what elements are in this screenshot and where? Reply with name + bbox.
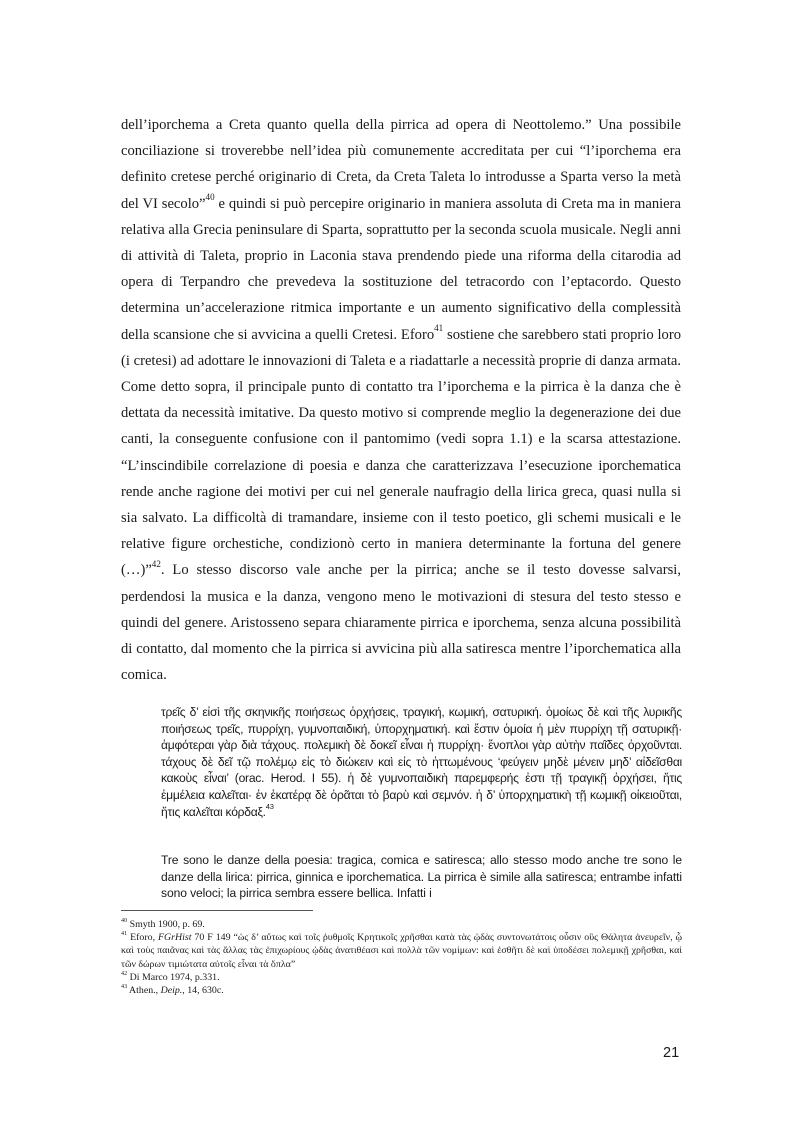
greek-block-quote — [161, 704, 682, 820]
footnote-42 — [121, 971, 682, 984]
footnotes — [121, 918, 682, 997]
footnote-text: Athen., — [127, 985, 161, 997]
footnote-text: Di Marco 1974, p.331. — [127, 971, 220, 983]
footnote-number: 42 — [121, 970, 128, 977]
body-text-2: e quindi si può percepire originario in maniera assoluta di Creta ma in maniera relativa alla Grecia peninsulare di Sparta, soprattutto per la seconda scuola musicale. Negli anni di attività di Taleta, proprio in Laconia stava prendendo piede una riforma della citarodia ad opera di Terpandro che prevedeva la sostituzione del tetracordo con l’eptacordo. Questo determina un’accelerazione ritmica importante e un aumento significativo della complessità della scansione che si avvicina a quelli Cretesi. Eforo — [121, 195, 681, 343]
footnote-ref-41[interactable]: 41 — [434, 323, 444, 334]
footnote-text: Eforo, — [127, 932, 158, 944]
footnote-ref-43[interactable]: 43 — [265, 802, 274, 812]
footnote-text: Smyth 1900, p. 69. — [127, 919, 205, 930]
footnote-40 — [121, 918, 682, 931]
body-text-4: . Lo stesso discorso vale anche per la pirrica; anche se il testo dovesse salvarsi, perdendosi la musica e la danza, vengono meno le motivazioni di stesura del testo stesso e quindi del genere. Aristosseno separa chiaramente pirrica e iporchema, senza alcuna possibilità di contatto, dal momento che la pirrica si avvicina più alla satiresca mentre l’iporchematica alla comica. — [121, 562, 681, 684]
footnote-ref-40[interactable]: 40 — [205, 192, 215, 203]
footnote-separator — [121, 910, 313, 911]
body-text-3: sostiene che sarebbero stati proprio loro (i cretesi) ad adottare le innovazioni di Taleta e a riadattarle a necessità proprie di danza armata. Come detto sopra, il principale punto di contatto tra l’iporchema e la pirrica è la danza che è dettata da necessità imitative. Da questo motivo si comprende meglio la degenerazione dei due canti, la conseguente confusione con il pantomimo (vedi sopra 1.1) e la scarsa attestazione. “L’inscindibile correlazione di poesia e danza che caratterizzava l’esecuzione iporchematica rende anche ragione dei motivi per cui nel generale naufragio della lirica greca, quasi nulla si sia salvato. La difficoltà di tramandare, insieme con il testo poetico, gli schemi musicali e le relative figure orchestiche, condizionò certo in maniera determinante la fortuna del genere (…)” — [121, 326, 681, 579]
footnote-ref-42[interactable]: 42 — [151, 559, 161, 570]
footnote-italic: FGrHist — [158, 932, 192, 944]
footnote-number: 43 — [121, 983, 128, 990]
footnote-text: 70 F 149 “ὡς δ’ αὔτως καὶ τοῖς ῥυθμοῖς Κρητικοῖς χρῆσθαι κατὰ τὰς ᾠδὰς συντονωτάτοις οὖσιν οὓς Θάλητα ἀνευρεῖν, ᾧ καὶ τοὺς παιᾶνας καὶ τὰς ἄλλας τὰς ἐπιχωρίους ᾠδὰς ἀνατιθέασι καὶ πολλὰ τῶν νομίμων: καὶ ἐσθῆτι δὲ καὶ ὑποδέσει πολεμικῇ χρῆσθαι, καὶ τῶν δώρων τιμιώτατα αὐτοῖς εἶναι τὰ ὅπλα” — [121, 932, 683, 970]
footnote-41 — [121, 931, 682, 971]
translation-text: Tre sono le danze della poesia: tragica, comica e satiresca; allo stesso modo anche tre sono le danze della lirica: pirrica, ginnica e iporchematica. La pirrica è simile alla satiresca; entrambe infatti sono veloci; la pirrica sembra essere bellica. Infatti i — [161, 853, 682, 901]
footnote-43 — [121, 984, 682, 997]
footnote-text: , 14, 630c. — [182, 985, 224, 997]
greek-quote-text: τρεῖς δ’ εἰσὶ τῆς σκηνικῆς ποιήσεως ὀρχήσεις, τραγική, κωμική, σατυρική. ὁμοίως δὲ καὶ τῆς λυρικῆς ποιήσεως τρεῖς, πυρρίχη, γυμνοπαιδική, ὑπορχηματική. καὶ ἔστιν ὁμοία ἡ μὲν πυρρίχη τῇ σατυρικῇ· ἀμφότεραι γὰρ διὰ τάχους. πολεμικὴ δὲ δοκεῖ εἶναι ἡ πυρρίχη· ἔνοπλοι γὰρ αὐτὴν παῖδες ὀρχοῦνται. τάχους δὲ δεῖ τῷ πολέμῳ εἰς τὸ διώκειν καὶ εἰς τὸ ἡττωμένους ‘φεύγειν μηδὲ μένειν μηδ’ αἰδεῖσθαι κακοὺς εἶναι’ (orac. Herod. I 55). ἡ δὲ γυμνοπαιδικὴ παρεμφερής ἐστι τῇ τραγικῇ ὀρχήσει, ἥτις ἐμμέλεια καλεῖται· ἐν ἑκατέρᾳ δὲ ὁρᾶται τὸ βαρὺ καὶ σεμνόν. ἡ δ’ ὑπορχηματικὴ τῇ κωμικῇ οἰκειοῦται, ἥτις καλεῖται κόρδαξ. — [161, 705, 682, 819]
footnote-number: 40 — [121, 917, 128, 924]
translation-block-quote — [161, 852, 682, 902]
body-paragraph — [121, 112, 681, 688]
page-number: 21 — [663, 1045, 680, 1061]
footnote-number: 41 — [121, 931, 128, 937]
body-text-1: dell’iporchema a Creta quanto quella della pirrica ad opera di Neottolemo.” Una possibile conciliazione si troverebbe nell’idea più comunemente accreditata per cui “l’iporchema era definito cretese perché originario di Creta, da Creta Taleta lo introdusse a Sparta verso la metà del VI secolo” — [121, 117, 681, 212]
footnote-italic: Deip. — [160, 985, 183, 997]
